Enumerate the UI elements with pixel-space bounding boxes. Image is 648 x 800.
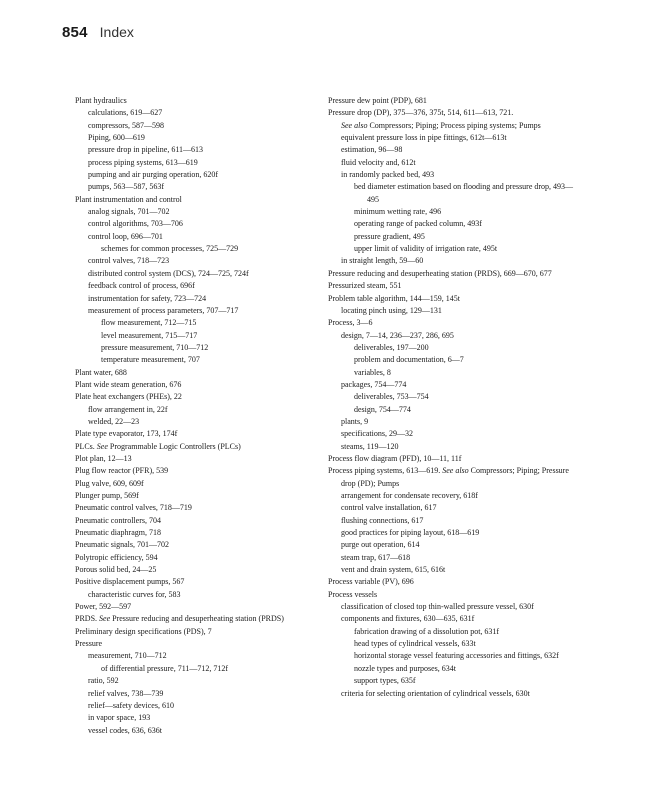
- index-entry: feedback control of process, 696f: [88, 281, 195, 291]
- index-entry: criteria for selecting orientation of cylindrical vessels, 630t: [341, 688, 530, 698]
- index-entry: deliverables, 753—754: [354, 392, 429, 402]
- index-entry: specifications, 29—32: [341, 429, 413, 439]
- index-entry: Pressure reducing and desuperheating station (PRDS), 669—670, 677: [328, 268, 552, 278]
- index-entry: relief valves, 738—739: [88, 688, 164, 698]
- index-entry: distributed control system (DCS), 724—725, 724f: [88, 268, 249, 278]
- index-entry: plants, 9: [341, 416, 369, 426]
- index-entry: Plug flow reactor (PFR), 539: [75, 466, 169, 476]
- index-entry: upper limit of validity of irrigation rate, 495t: [354, 244, 498, 254]
- index-entry: Pneumatic control valves, 718—719: [75, 503, 192, 513]
- index-entry: vent and drain system, 615, 616t: [341, 565, 446, 575]
- index-entry: ratio, 592: [88, 676, 119, 686]
- index-entry: Pneumatic diaphragm, 718: [75, 528, 161, 538]
- index-entry: steams, 119—120: [341, 441, 399, 451]
- index-entry: measurement of process parameters, 707—717: [88, 305, 239, 315]
- see-reference: See also: [341, 120, 368, 130]
- index-entry: variables, 8: [354, 367, 391, 377]
- index-entry: characteristic curves for, 583: [88, 589, 181, 599]
- index-entry: pressure drop in pipeline, 611—613: [88, 145, 204, 155]
- index-entry: Pressurized steam, 551: [328, 281, 402, 291]
- entry-text: Pressure reducing and desuperheating station (PRDS): [110, 614, 284, 624]
- index-entry: operating range of packed column, 493f: [354, 219, 482, 229]
- index-entry: Preliminary design specifications (PDS), 7: [75, 626, 212, 636]
- index-entry: flow arrangement in, 22f: [88, 404, 168, 414]
- index-entry: Process flow diagram (PFD), 10—11, 11f: [328, 453, 462, 463]
- index-entry: process piping systems, 613—619: [88, 157, 198, 167]
- index-entry: Plant instrumentation and control: [75, 194, 182, 204]
- index-entry: Process variable (PV), 696: [328, 577, 414, 587]
- index-column-left: [75, 95, 305, 737]
- index-entry: relief—safety devices, 610: [88, 700, 174, 710]
- index-entry: Pressure drop (DP), 375—376, 375t, 514, 611—613, 721.: [328, 108, 514, 118]
- index-entry: Plate heat exchangers (PHEs), 22: [75, 392, 182, 402]
- index-entry: Positive displacement pumps, 567: [75, 577, 185, 587]
- index-entry: Pneumatic controllers, 704: [75, 515, 161, 525]
- index-entry: fabrication drawing of a dissolution pot, 631f: [354, 626, 500, 636]
- index-entry: fluid velocity and, 612t: [341, 157, 416, 167]
- index-entry: vessel codes, 636, 636t: [88, 725, 162, 735]
- index-entry: Plant water, 688: [75, 367, 127, 377]
- page-number: 854: [62, 24, 88, 41]
- index-entry: analog signals, 701—702: [88, 207, 170, 217]
- index-entry: Problem table algorithm, 144—159, 145t: [328, 293, 460, 303]
- section-title: Index: [99, 24, 134, 40]
- index-entry: Plant hydraulics: [75, 96, 127, 105]
- index-entry: in randomly packed bed, 493: [341, 170, 435, 180]
- index-entry: packages, 754—774: [341, 379, 407, 389]
- index-entry: welded, 22—23: [88, 416, 140, 426]
- index-entry: equivalent pressure loss in pipe fittings, 612t—613t: [341, 133, 507, 143]
- see-reference: See: [99, 614, 111, 624]
- index-entry: Process vessels: [328, 589, 378, 599]
- entry-text: Compressors; Piping; Process piping systems; Pumps: [367, 120, 541, 130]
- index-entry: minimum wetting rate, 496: [354, 207, 442, 217]
- index-entry: flow measurement, 712—715: [101, 318, 197, 328]
- index-entry: measurement, 710—712: [88, 651, 167, 661]
- index-entry: control algorithms, 703—706: [88, 219, 183, 229]
- index-entry: Plug valve, 609, 609f: [75, 478, 144, 488]
- entry-text: PRDS.: [75, 614, 100, 624]
- index-entry: support types, 635f: [354, 676, 416, 686]
- index-entry: temperature measurement, 707: [101, 355, 200, 365]
- entry-text: PLCs.: [75, 441, 97, 451]
- index-entry: [328, 465, 584, 490]
- index-entry: nozzle types and purposes, 634t: [354, 663, 456, 673]
- index-entry: deliverables, 197—200: [354, 342, 429, 352]
- see-reference: See: [96, 441, 108, 451]
- index-entry: [328, 120, 584, 132]
- index-entry: control valves, 718—723: [88, 256, 170, 266]
- index-entry: control valve installation, 617: [341, 503, 437, 513]
- index-entry: compressors, 587—598: [88, 120, 164, 130]
- index-entry: Pressure dew point (PDP), 681: [328, 96, 427, 105]
- index-entry: estimation, 96—98: [341, 145, 403, 155]
- index-entry: purge out operation, 614: [341, 540, 420, 550]
- see-reference: See also: [442, 466, 469, 476]
- index-entry: pressure gradient, 495: [354, 231, 425, 241]
- index-entry: [75, 441, 305, 453]
- index-entry: [75, 613, 305, 625]
- index-entry: Power, 592—597: [75, 602, 132, 612]
- entry-text: Compressors; Piping; Pressure drop (PD); Pumps: [341, 466, 569, 488]
- index-entry: locating pinch using, 129—131: [341, 305, 442, 315]
- index-column-right: [328, 95, 584, 700]
- index-entry: Plunger pump, 569f: [75, 491, 139, 500]
- index-entry: horizontal storage vessel featuring accessories and fittings, 632f: [354, 651, 559, 661]
- index-entry: components and fixtures, 630—635, 631f: [341, 614, 475, 624]
- index-entry: good practices for piping layout, 618—619: [341, 528, 480, 538]
- index-entry: arrangement for condensate recovery, 618f: [341, 491, 478, 500]
- entry-text: Process piping systems, 613—619.: [328, 466, 443, 476]
- index-entry: schemes for common processes, 725—729: [101, 244, 239, 254]
- index-entry: bed diameter estimation based on flooding and pressure drop, 493—495: [354, 182, 574, 204]
- index-entry: of differential pressure, 711—712, 712f: [101, 663, 229, 673]
- page-header: [62, 24, 134, 44]
- index-entry: pumps, 563—587, 563f: [88, 182, 164, 192]
- index-entry: calculations, 619—627: [88, 108, 163, 118]
- index-entry: steam trap, 617—618: [341, 552, 411, 562]
- index-entry: problem and documentation, 6—7: [354, 355, 464, 365]
- index-entry: Plot plan, 12—13: [75, 453, 132, 463]
- index-entry: classification of closed top thin-walled pressure vessel, 630f: [341, 602, 534, 612]
- index-entry: Pressure: [75, 639, 103, 649]
- index-entry: Pneumatic signals, 701—702: [75, 540, 169, 550]
- index-entry: Porous solid bed, 24—25: [75, 565, 157, 575]
- index-entry: head types of cylindrical vessels, 633t: [354, 639, 476, 649]
- index-entry: level measurement, 715—717: [101, 330, 198, 340]
- index-entry: design, 7—14, 236—237, 286, 695: [341, 330, 454, 340]
- entry-text: Programmable Logic Controllers (PLCs): [107, 441, 241, 451]
- index-entry: Process, 3—6: [328, 318, 373, 328]
- index-entry: in vapor space, 193: [88, 713, 151, 723]
- index-entry: design, 754—774: [354, 404, 411, 414]
- index-entry: control loop, 696—701: [88, 231, 163, 241]
- index-entry: pressure measurement, 710—712: [101, 342, 209, 352]
- index-entry: Piping, 600—619: [88, 133, 145, 143]
- index-entry: Polytropic efficiency, 594: [75, 552, 158, 562]
- index-entry: Plate type evaporator, 173, 174f: [75, 429, 178, 439]
- index-entry: pumping and air purging operation, 620f: [88, 170, 219, 180]
- index-entry: Plant wide steam generation, 676: [75, 379, 182, 389]
- index-entry: instrumentation for safety, 723—724: [88, 293, 207, 303]
- index-entry: in straight length, 59—60: [341, 256, 424, 266]
- index-entry: flushing connections, 617: [341, 515, 424, 525]
